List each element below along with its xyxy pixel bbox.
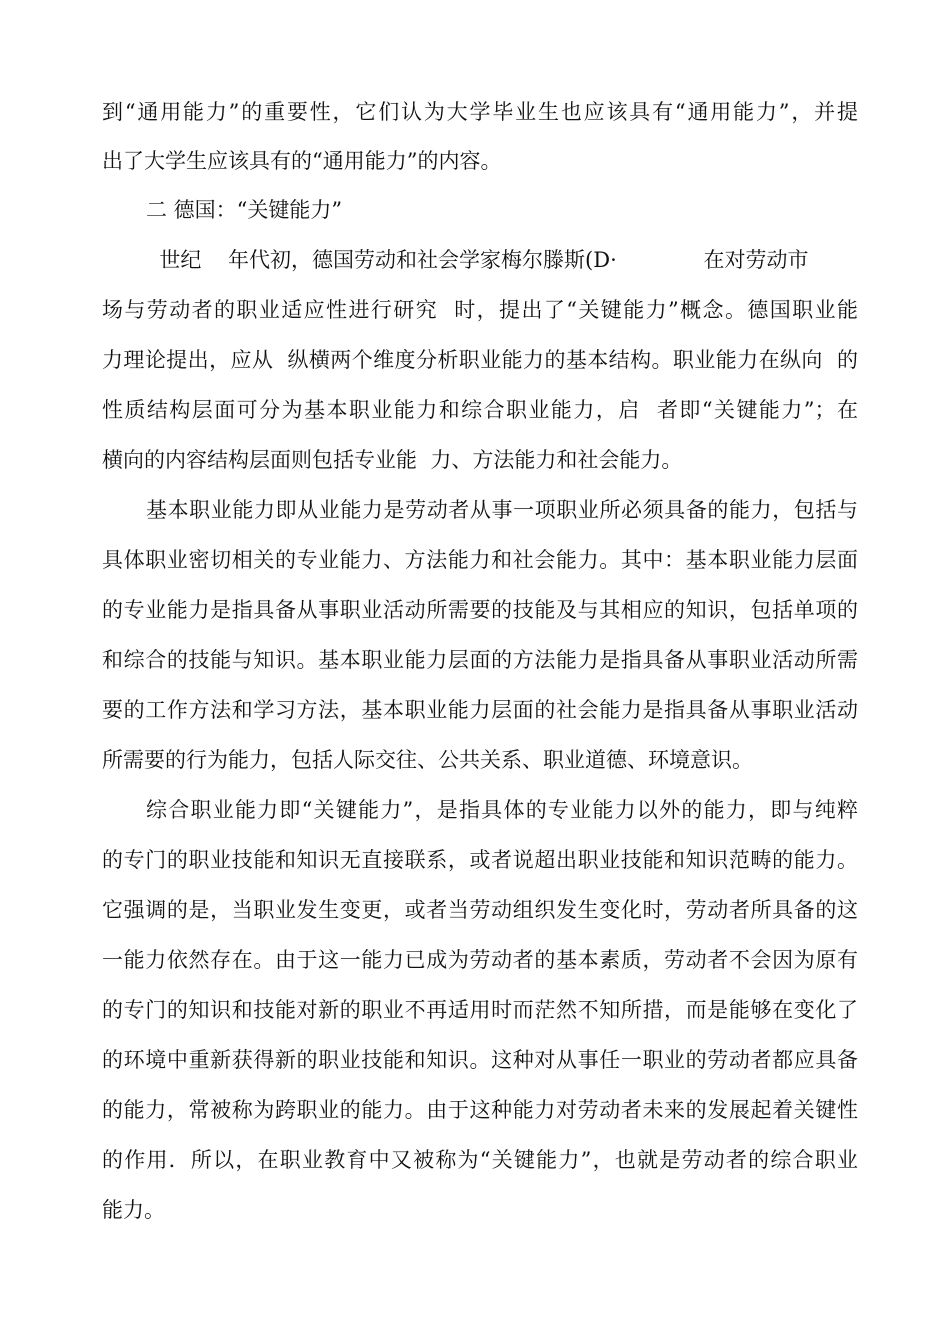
paragraph-line: 世纪 年代初，德国劳动和社会学家梅尔滕斯(D· 在对劳动市 [146, 248, 809, 272]
paragraph-line: 和综合的技能与知识。基本职业能力层面的方法能力是指具备从事职业活动所需 [102, 648, 858, 672]
paragraph-line: 的专门的职业技能和知识无直接联系，或者说超出职业技能和知识范畴的能力。 [102, 848, 858, 872]
paragraph-line: 的专门的知识和技能对新的职业不再适用时而茫然不知所措，而是能够在变化了 [102, 998, 858, 1022]
paragraph-line: 能力。 [102, 1198, 165, 1222]
paragraph-line: 横向的内容结构层面则包括专业能 力、方法能力和社会能力。 [102, 448, 683, 472]
paragraph-line: 所需要的行为能力，包括人际交往、公共关系、职业道德、环境意识。 [102, 748, 753, 772]
paragraph-line: 要的工作方法和学习方法，基本职业能力层面的社会能力是指具备从事职业活动 [102, 698, 858, 722]
paragraph-line: 的专业能力是指具备从事职业活动所需要的技能及与其相应的知识，包括单项的 [102, 598, 858, 622]
paragraph-line: 基本职业能力即从业能力是劳动者从事一项职业所必须具备的能力，包括与 [146, 498, 858, 522]
paragraph-line: 它强调的是，当职业发生变更，或者当劳动组织发生变化时，劳动者所具备的这 [102, 898, 858, 922]
paragraph-line: 具体职业密切相关的专业能力、方法能力和社会能力。其中：基本职业能力层面 [102, 548, 858, 572]
paragraph-line: 的环境中重新获得新的职业技能和知识。这种对从事任一职业的劳动者都应具备 [102, 1048, 858, 1072]
paragraph-line: 一能力依然存在。由于这一能力已成为劳动者的基本素质，劳动者不会因为原有 [102, 948, 858, 972]
paragraph-line: 出了大学生应该具有的“通用能力”的内容。 [102, 149, 502, 173]
paragraph-line: 的作用．所以，在职业教育中又被称为“关键能力”，也就是劳动者的综合职业 [102, 1148, 858, 1172]
paragraph-line: 的能力，常被称为跨职业的能力。由于这种能力对劳动者未来的发展起着关键性 [102, 1098, 858, 1122]
section-heading: 二 德国：“关键能力” [146, 198, 343, 222]
paragraph-line: 到“通用能力”的重要性，它们认为大学毕业生也应该具有“通用能力”，并提 [102, 100, 858, 124]
paragraph-line: 综合职业能力即“关键能力”，是指具体的专业能力以外的能力，即与纯粹 [146, 798, 858, 822]
paragraph-line: 性质结构层面可分为基本职业能力和综合职业能力，启 者即“关键能力”；在 [102, 398, 858, 422]
paragraph-line: 场与劳动者的职业适应性进行研究 时，提出了“关键能力”概念。德国职业能 [102, 298, 858, 322]
paragraph-line: 力理论提出，应从 纵横两个维度分析职业能力的基本结构。职业能力在纵向 的 [102, 348, 858, 372]
